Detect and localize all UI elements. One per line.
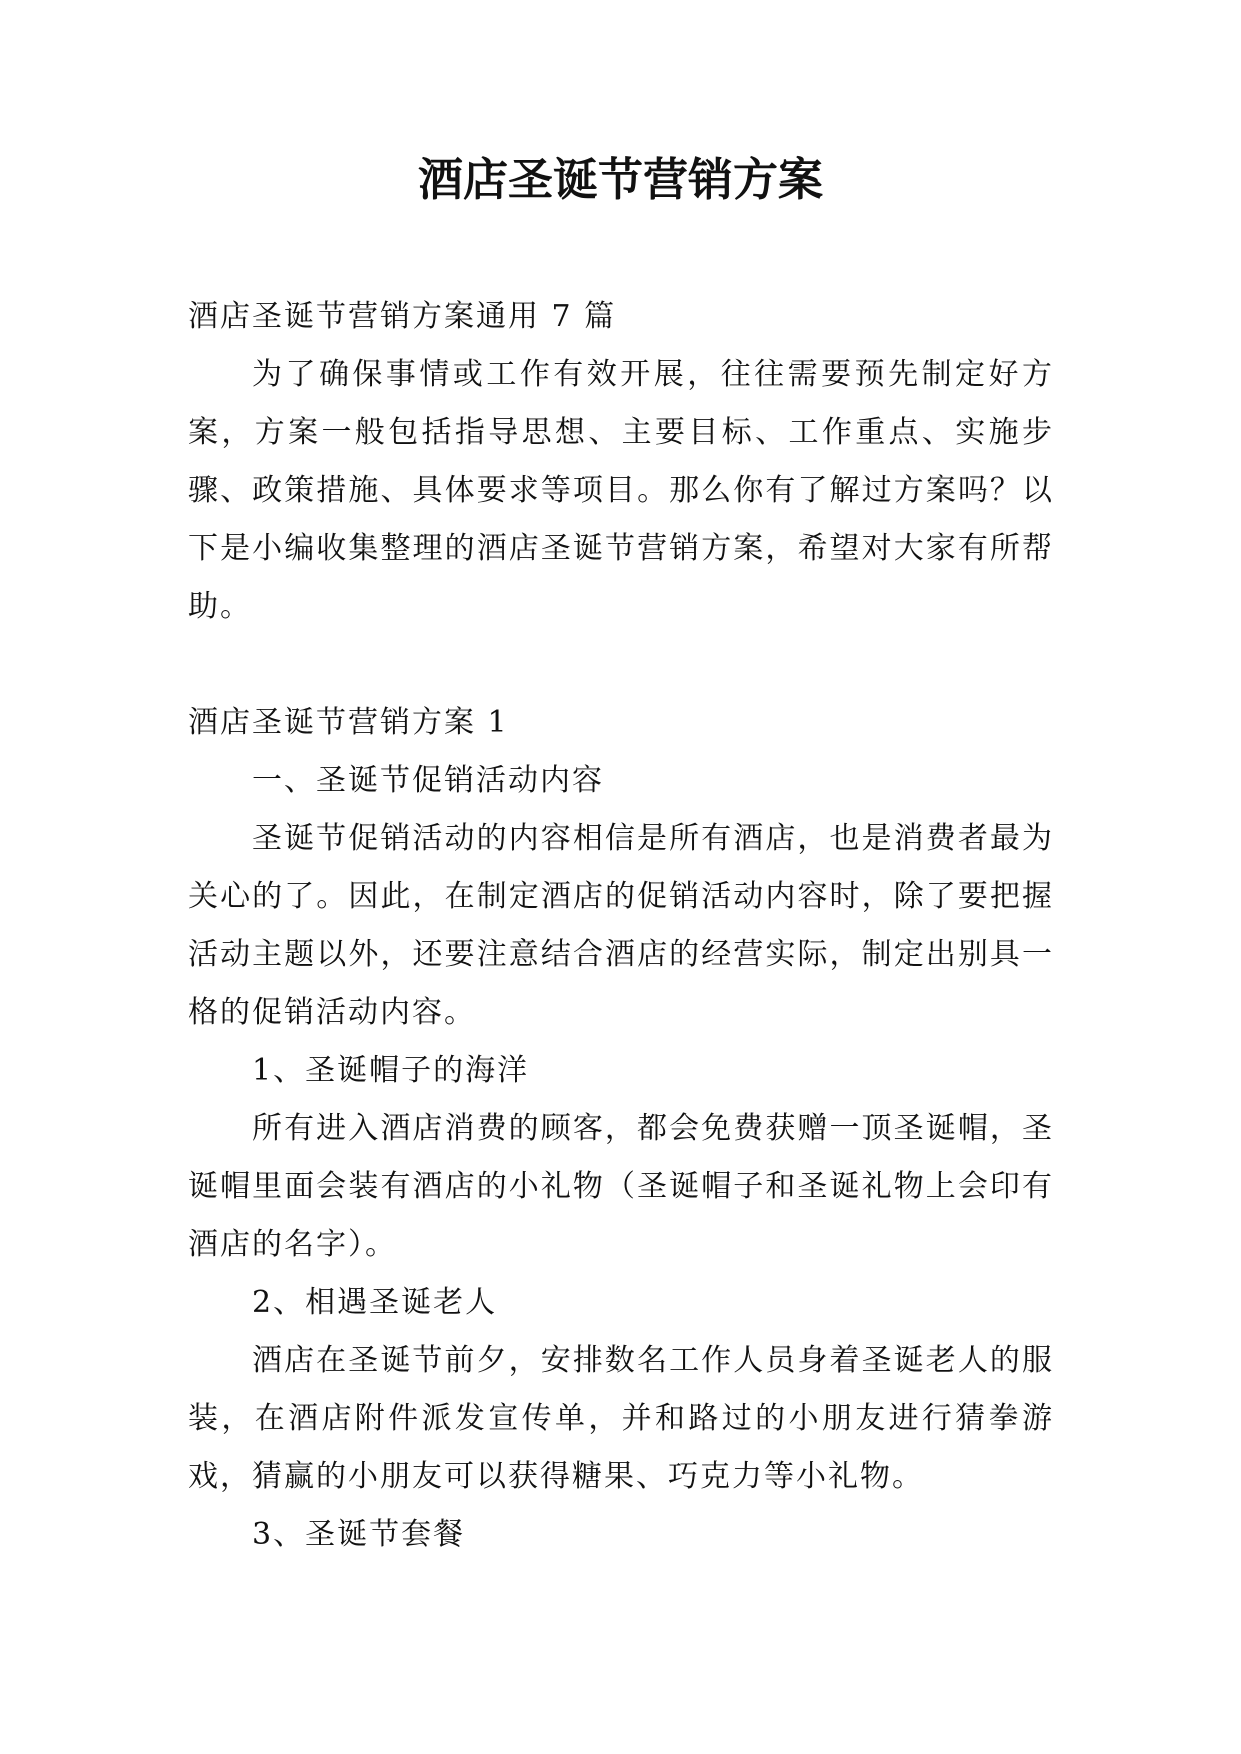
item-heading: 1、圣诞帽子的海洋	[252, 1053, 530, 1088]
item-heading: 3、圣诞节套餐	[252, 1517, 466, 1552]
part-heading: 一、圣诞节促销活动内容	[252, 763, 604, 798]
intro-paragraph: 为了确保事情或工作有效开展，往往需要预先制定好方案，方案一般包括指导思想、主要目标、工作重点、实施步骤、政策措施、具体要求等项目。那么你有了解过方案吗？以下是小编收集整理的酒店圣诞节营销方案，希望对大家有所帮助。	[188, 357, 1054, 624]
section-spacer	[188, 636, 1054, 694]
document-subtitle: 酒店圣诞节营销方案通用 7 篇	[188, 299, 617, 334]
item-heading: 2、相遇圣诞老人	[252, 1285, 498, 1320]
body-paragraph: 酒店在圣诞节前夕，安排数名工作人员身着圣诞老人的服装，在酒店附件派发宣传单，并和路过的小朋友进行猜拳游戏，猜赢的小朋友可以获得糖果、巧克力等小礼物。	[188, 1343, 1054, 1494]
document-title: 酒店圣诞节营销方案	[417, 153, 823, 206]
body-paragraph: 所有进入酒店消费的顾客，都会免费获赠一顶圣诞帽，圣诞帽里面会装有酒店的小礼物（圣诞帽子和圣诞礼物上会印有酒店的名字）。	[188, 1111, 1054, 1262]
document-body	[188, 288, 1054, 1564]
body-paragraph: 圣诞节促销活动的内容相信是所有酒店，也是消费者最为关心的了。因此，在制定酒店的促销活动内容时，除了要把握活动主题以外，还要注意结合酒店的经营实际，制定出别具一格的促销活动内容。	[188, 821, 1054, 1030]
section-heading: 酒店圣诞节营销方案 1	[188, 705, 509, 740]
